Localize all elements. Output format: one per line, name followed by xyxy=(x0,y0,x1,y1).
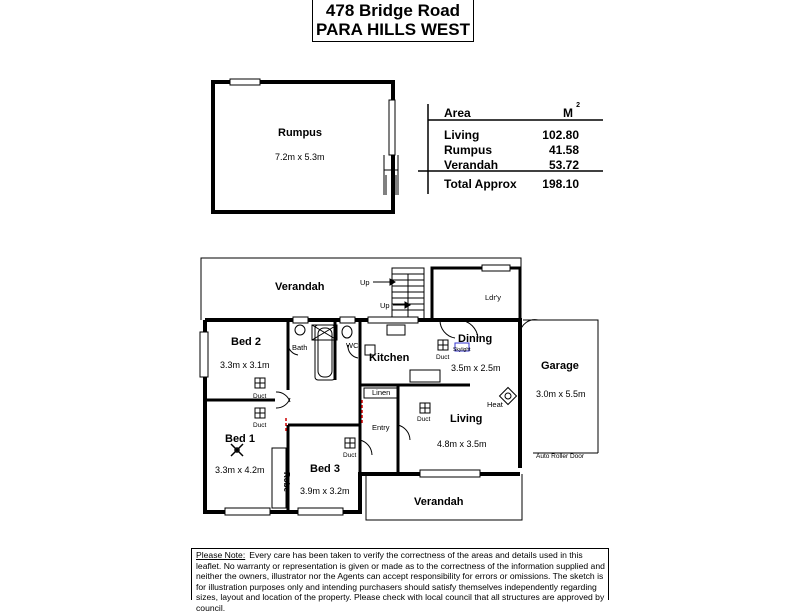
kitchen-bench xyxy=(410,370,440,382)
area-row-living: Living 102.80 xyxy=(444,128,579,142)
label-duct-bed1: Duct xyxy=(253,422,267,429)
rumpus-side-window xyxy=(389,100,395,155)
room-label-linen: Linen xyxy=(372,388,391,397)
area-row-total: Total Approx 198.10 xyxy=(444,177,579,191)
address-line: 478 Bridge Road xyxy=(325,1,461,20)
size-living: 4.8m x 3.5m xyxy=(437,439,487,449)
label-duct-bed3: Duct xyxy=(343,452,357,459)
rumpus-walls xyxy=(213,82,393,212)
label-up-2: Up xyxy=(380,301,390,310)
wc-window xyxy=(340,317,355,323)
bed1-window xyxy=(225,508,270,515)
room-label-dining: Dining xyxy=(458,333,493,345)
stairs xyxy=(392,268,424,320)
suburb-line: PARA HILLS WEST xyxy=(316,20,470,39)
disclaimer-note xyxy=(191,548,609,613)
basin xyxy=(295,325,305,335)
size-bed3: 3.9m x 3.2m xyxy=(300,486,350,496)
kitchen-sink xyxy=(387,325,405,335)
room-label-bath: Bath xyxy=(292,343,308,352)
room-label-living: Living xyxy=(450,413,483,425)
toilet xyxy=(342,326,352,338)
label-duct-living: Duct xyxy=(417,416,431,423)
area-header-unit: M 2 xyxy=(563,102,580,120)
room-label-bed2: Bed 2 xyxy=(231,336,261,348)
label-up-1: Up xyxy=(360,278,370,287)
room-label-bed3: Bed 3 xyxy=(310,463,340,475)
room-label-verandah-rear: Verandah xyxy=(275,281,325,293)
room-label-kitchen: Kitchen xyxy=(369,352,410,364)
size-garage: 3.0m x 5.5m xyxy=(536,389,586,399)
label-heat: Heat xyxy=(487,400,503,409)
size-dining: 3.5m x 2.5m xyxy=(451,363,501,373)
room-label-entry: Entry xyxy=(372,423,390,432)
disclaimer-body: Every care has been taken to verify the correctness of the areas and details used in this leaflet. No warranty or representation is given or made as to the correctness of the information supplied and neither the owners, illustrator nor the Agents can accept responsibility for errors or omissions. The sketch is for illustration purposes only and intending purchasers should satisfy themselves independently regarding sizes, layout and location of the property. Please check with local council that all structures are approved by council. xyxy=(196,550,605,613)
kitchen-window xyxy=(368,317,418,323)
bed2-window xyxy=(200,332,208,377)
label-auto-roller-door: Auto Roller Door xyxy=(536,453,585,460)
living-window xyxy=(420,470,480,477)
room-label-rumpus: Rumpus xyxy=(278,127,322,139)
laundry-walls xyxy=(432,268,520,320)
label-duct-bed2: Duct xyxy=(253,393,267,400)
room-label-ldry: Ldr'y xyxy=(485,293,502,302)
area-header-label: Area xyxy=(444,106,471,120)
room-label-bed1: Bed 1 xyxy=(225,433,255,445)
label-skylight: Skylight xyxy=(453,347,471,353)
rumpus-window xyxy=(230,79,260,85)
ceiling-fan-icon xyxy=(231,444,243,456)
room-label-garage: Garage xyxy=(541,360,579,372)
area-row-verandah: Verandah 53.72 xyxy=(444,158,579,172)
size-bed1: 3.3m x 4.2m xyxy=(215,465,265,475)
disclaimer-lead: Please Note: xyxy=(196,550,246,560)
room-label-wc: WC xyxy=(346,341,359,350)
laundry-window xyxy=(482,265,510,271)
bath-window xyxy=(293,317,308,323)
room-label-robe: Robe xyxy=(282,472,291,492)
label-duct-dining: Duct xyxy=(436,354,450,361)
size-bed2: 3.3m x 3.1m xyxy=(220,360,270,370)
garage-outline xyxy=(523,320,598,453)
bed3-window xyxy=(298,508,343,515)
room-label-verandah-front: Verandah xyxy=(414,496,464,508)
size-rumpus: 7.2m x 5.3m xyxy=(275,152,325,162)
area-row-rumpus: Rumpus 41.58 xyxy=(444,143,579,157)
